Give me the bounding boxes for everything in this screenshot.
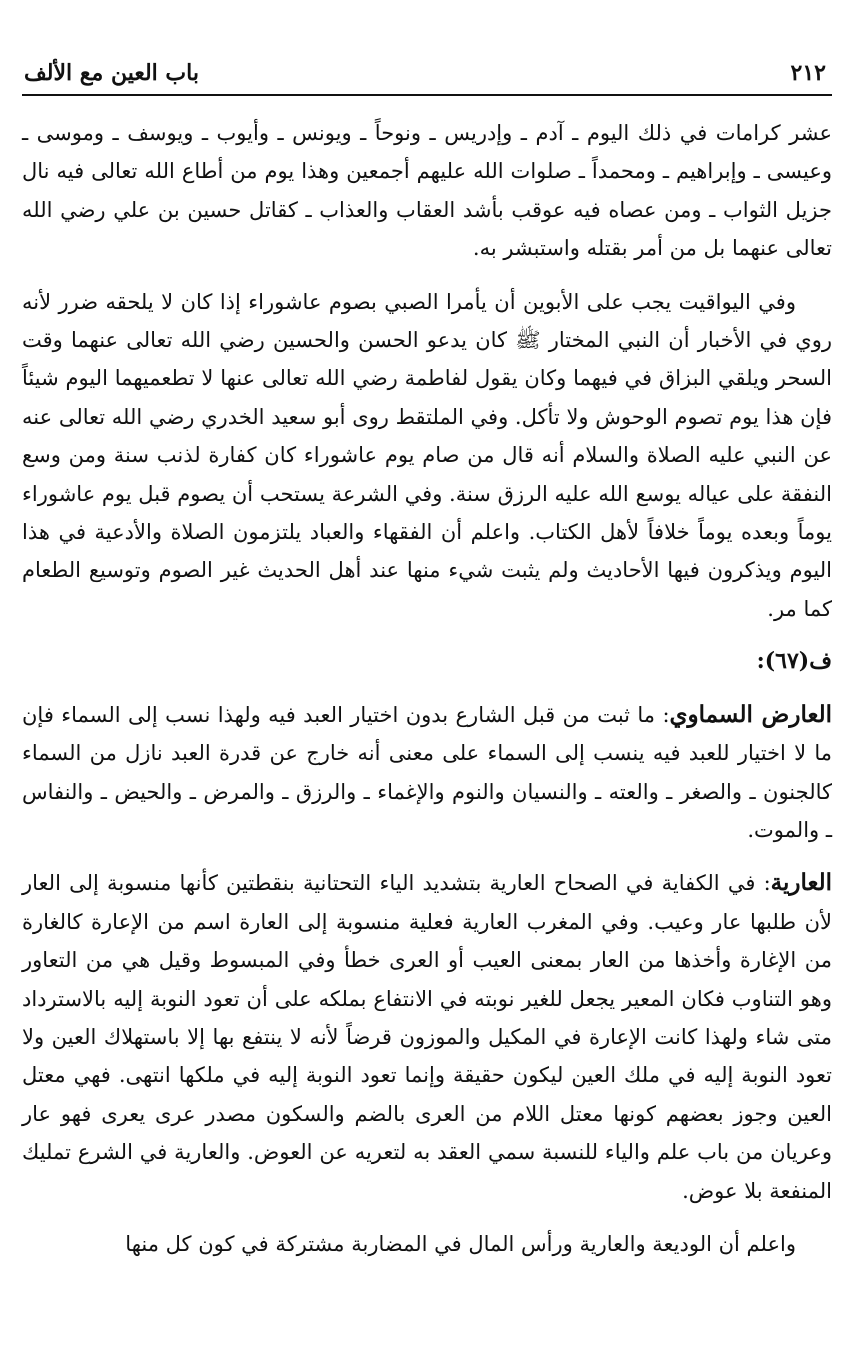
running-header	[22, 54, 832, 96]
paragraph-text: واعلم أن الوديعة والعارية ورأس المال في المضاربة مشتركة في كون كل منها	[125, 1231, 796, 1256]
entry-definition: : في الكفاية في الصحاح العارية بتشديد الياء التحتانية بنقطتين كأنها منسوبة إلى العار لأن طلبها عار وعيب. وفي المغرب العارية فعلية منسوبة إلى العارة اسم من الإعارة كالغارة من الإغارة وأخذها من العار بمعنى العيب أو العرى خطأ وفي المبسوط وقيل هي من التعاور وهو التناوب فكان المعير يجعل للغير نوبته في الانتفاع بملكه على أن تعود النوبة إليه بالاسترداد متى شاء ولهذا كانت الإعارة في المكيل والموزون قرضاً لأنه لا ينتفع بها إلا باستهلاك العين ولا تعود النوبة إليه في ملك العين ليكون حقيقة وإنما تعود النوبة إليه في ملكها انتهى. فهي معتل العين وجوز بعضهم كونها معتل اللام من العرى بالضم والسكون مصدر عرى يعرى فهو عار وعريان من باب علم والياء للنسبة سمي العقد به لتعريه عن العوض. والعارية في الشرع تمليك المنفعة بلا عوض.	[22, 871, 832, 1203]
entry-arid-samawi	[22, 696, 832, 850]
chapter-title: باب العين مع الألف	[24, 60, 199, 86]
entry-ariya	[22, 864, 832, 1210]
section-label: ف(٦٧):	[756, 648, 832, 675]
entry-definition: : ما ثبت من قبل الشارع بدون اختيار العبد فيه ولهذا نسب إلى السماء فإن ما لا اختيار للعبد فيه ينسب إلى السماء على معنى أنه خارج عن قدرة العبد نازل من السماء كالجنون ـ والصغر ـ والعته ـ والنسيان والنوم والإغماء ـ والرزق ـ والمرض ـ والحيض ـ والنفاس ـ والموت.	[22, 702, 832, 842]
paragraph-text: عشر كرامات في ذلك اليوم ـ آدم ـ وإدريس ـ ونوحاً ـ ويونس ـ وأيوب ـ ويوسف ـ وموسى ـ وعيسى ـ وإبراهيم ـ ومحمداً ـ صلوات الله عليهم أجمعين وهذا يوم من أطاع الله تعالى فيه نال جزيل الثواب ـ ومن عصاه فيه عوقب بأشد العقاب والعذاب ـ كقاتل حسين بن علي رضي الله تعالى عنهما بل من أمر بقتله واستبشر به.	[22, 121, 832, 261]
section-heading	[22, 642, 832, 680]
paragraph-yawaqit	[22, 283, 832, 629]
page-number: ٢١٢	[790, 60, 826, 86]
paragraph-text: وفي اليواقيت يجب على الأبوين أن يأمرا الصبي بصوم عاشوراء إذا كان لا يلحقه ضرر لأنه روي في الأخبار أن النبي المختار ﷺ كان يدعو الحسن والحسين رضي الله تعالى عنهما وقت السحر ويلقي البزاق في فيهما وكان يقول لفاطمة رضي الله تعالى عنها لا تطعميهما اليوم شيئاً فإن هذا يوم تصوم الوحوش ولا تأكل. وفي الملتقط روى أبو سعيد الخدري رضي الله تعالى عنه عن النبي عليه الصلاة والسلام أنه قال من صام يوم عاشوراء كان كفارة لذنب سنة ومن وسع النفقة على عياله يوسع الله عليه الرزق سنة. وفي الشرعة يستحب أن يصوم قبل يوم عاشوراء يوماً وبعده يوماً خلافاً لأهل الكتاب. واعلم أن الفقهاء والعباد يلتزمون الصلاة والأدعية في هذا اليوم ويذكرون فيها الأحاديث ولم يثبت شيء منها عند أهل الحديث غير الصوم وتوسيع الطعام كما مر.	[22, 289, 832, 621]
entry-term: العارض السماوي	[669, 700, 832, 728]
page-body	[22, 114, 832, 1263]
entry-term: العارية	[770, 869, 832, 897]
book-page	[22, 54, 832, 1354]
paragraph-ashura-honors	[22, 114, 832, 268]
paragraph-wadia	[22, 1225, 832, 1263]
